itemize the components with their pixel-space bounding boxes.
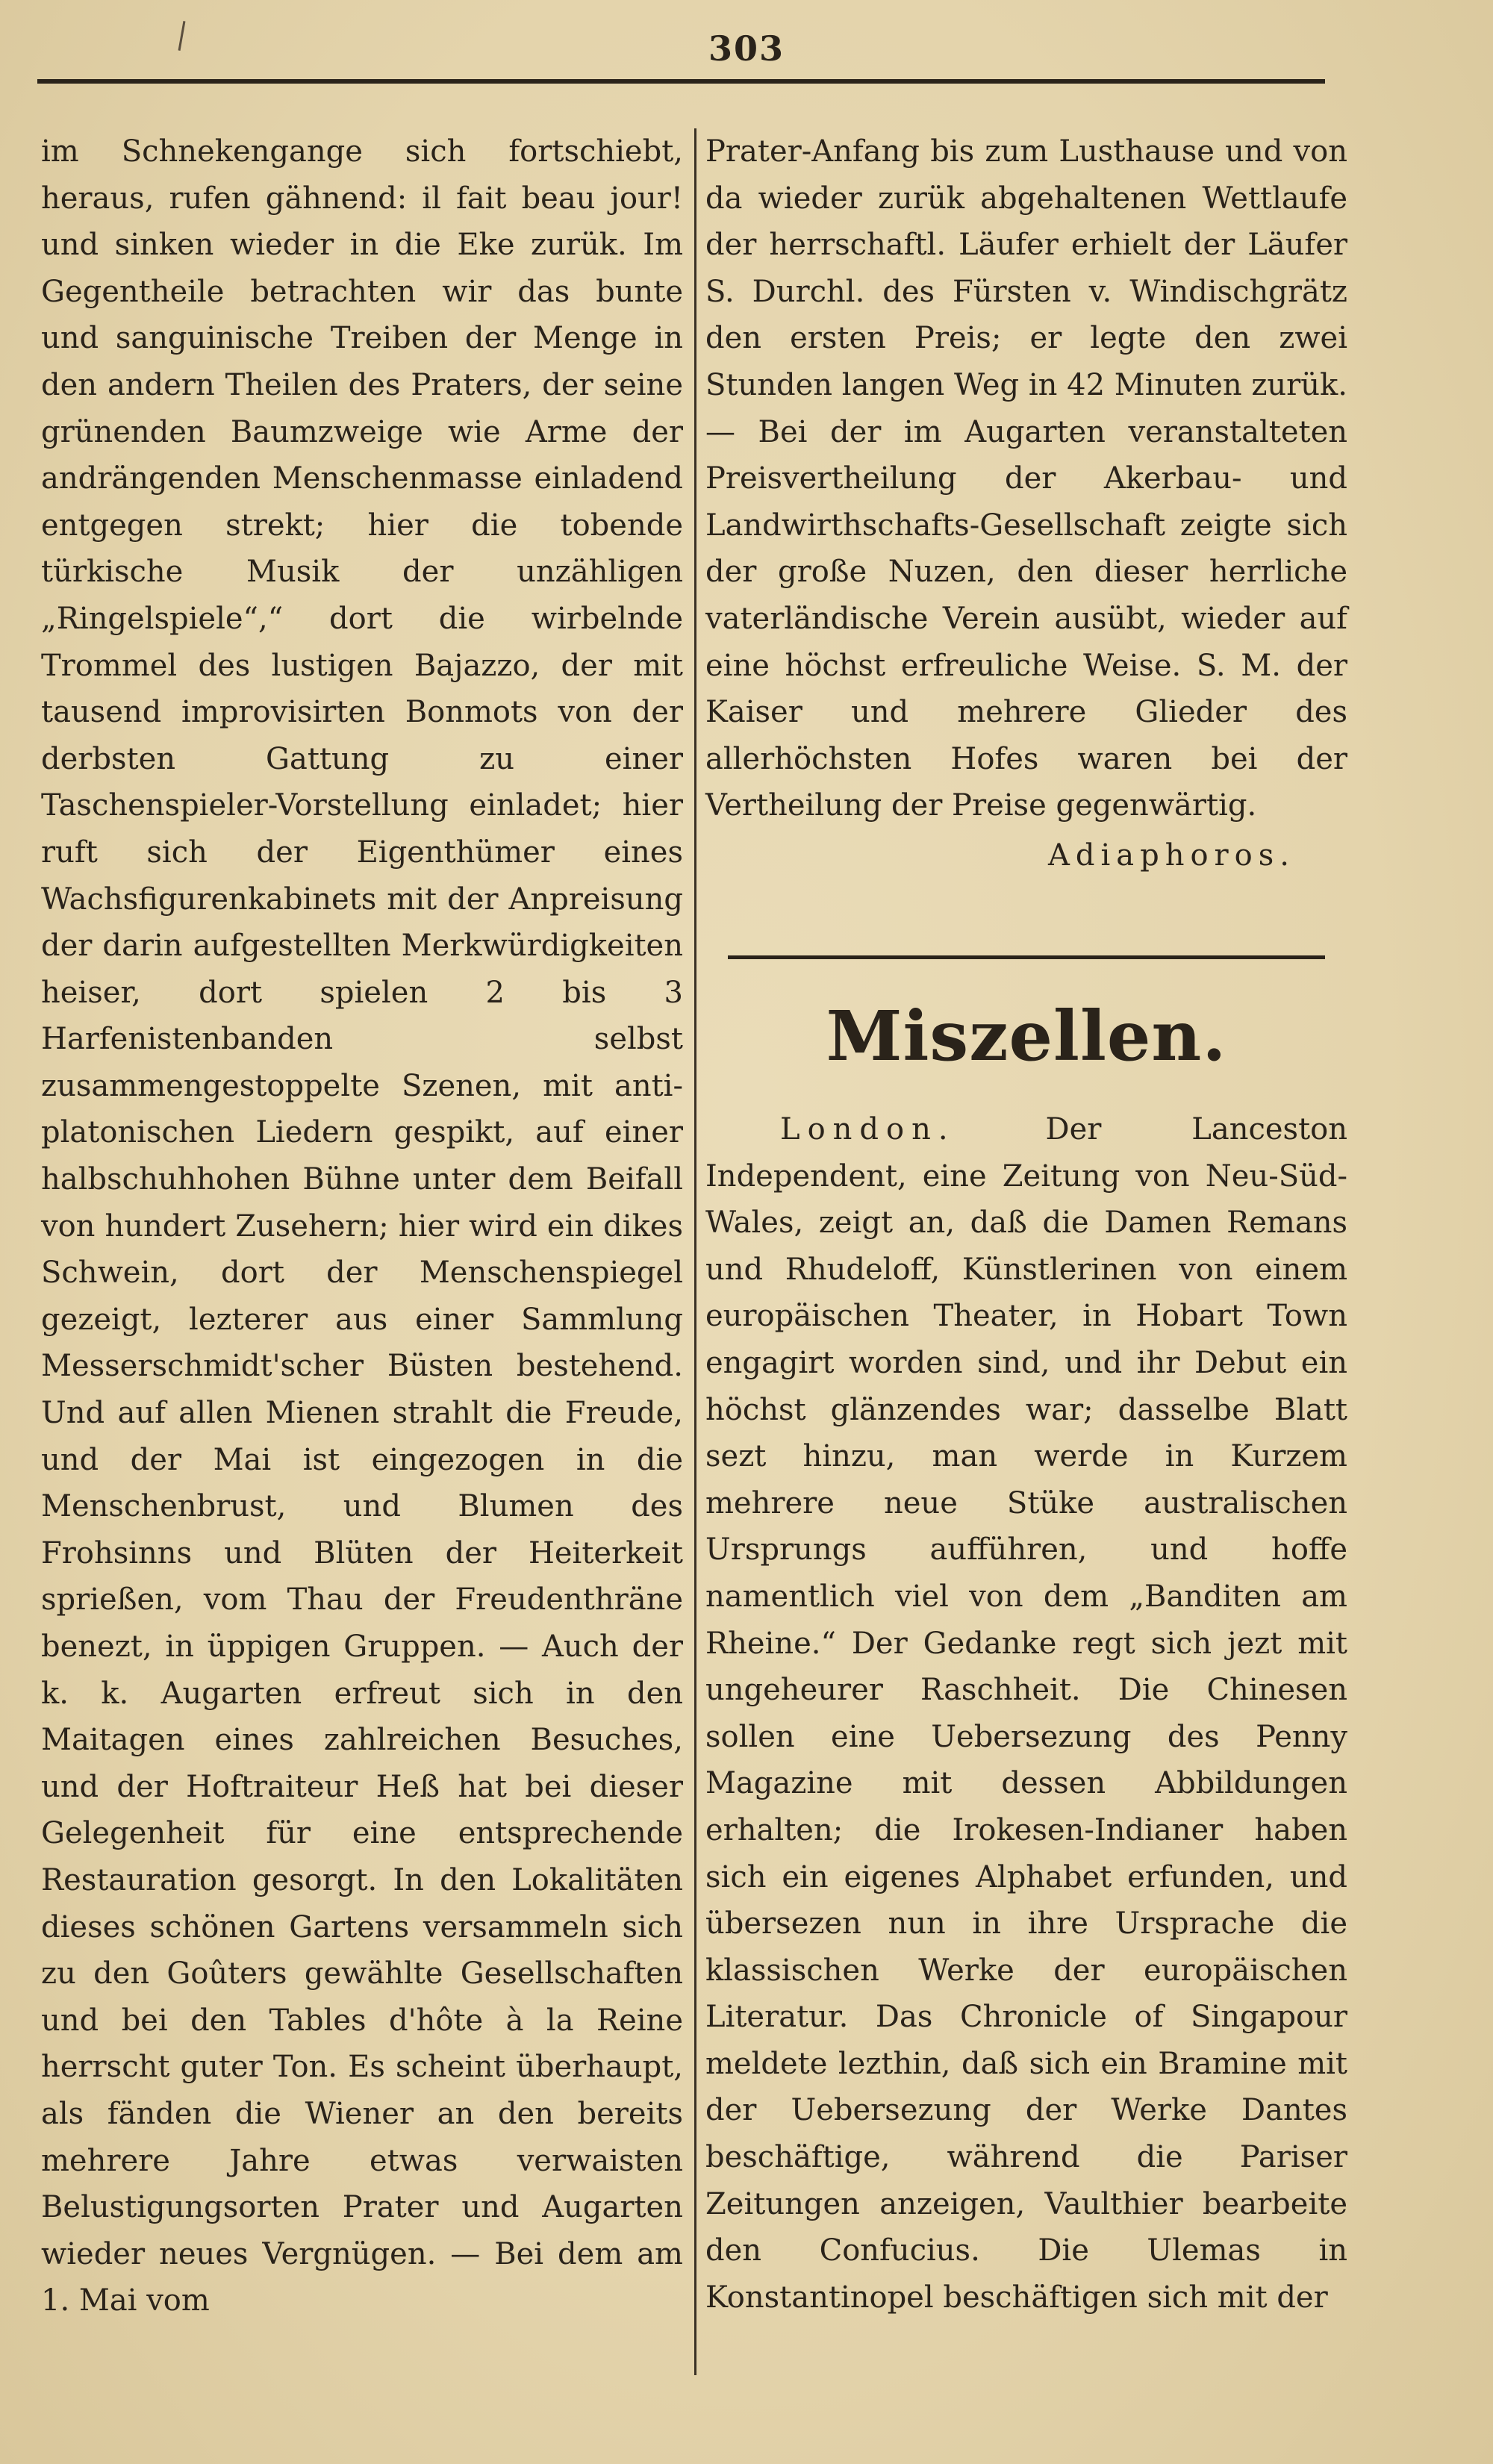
section-rule — [728, 955, 1325, 959]
column-divider — [694, 128, 696, 2375]
section-heading: Miszellen. — [826, 996, 1227, 1076]
miszellen-column — [705, 1106, 1347, 2420]
right-column-top — [705, 128, 1347, 953]
left-column — [41, 128, 683, 2398]
page-number: 303 — [708, 28, 785, 69]
author-signature: Adiaphoros. — [1047, 838, 1295, 873]
dateline-place: London. — [780, 1112, 956, 1147]
left-column-text: im Schnekengange sich fortschiebt, heraus, rufen gähnend: il fait beau jour! und sinken wieder in die Eke zurük. Im Gegentheile betrachten wir das bunte und sanguinische Treiben der Menge in den andern Theilen des Praters, der seine grünenden Baumzweige wie Arme der andrängenden Menschenmasse einladend entgegen strekt; hier die tobende türkische Musik der unzähligen „Ringelspiele“,“ dort die wirbelnde Trommel des lustigen Bajazzo, der mit tausend improvisirten Bonmots von der derbsten Gattung zu einer Taschenspieler-Vorstellung einladet; hier ruft sich der Eigenthümer eines Wachsfigurenkabinets mit der Anpreisung der darin aufgestellten Merkwürdigkeiten heiser, dort spielen 2 bis 3 Harfenistenbanden selbst zusammengestoppelte Szenen, mit anti-platonischen Liedern gespikt, auf einer halbschuhhohen Bühne unter dem Beifall von hundert Zusehern; hier wird ein dikes Schwein, dort der Menschenspiegel gezeigt, lezterer aus einer Sammlung Messerschmidt'scher Büsten bestehend. Und auf allen Mienen strahlt die Freude, und der Mai ist eingezogen in die Menschenbrust, und Blumen des Frohsinns und Blüten der Heiterkeit sprießen, vom Thau der Freudenthräne benezt, in üppigen Gruppen. — Auch der k. k. Augarten erfreut sich in den Maitagen eines zahlreichen Besuches, und der Hoftraiteur Heß hat bei dieser Gelegenheit für eine entsprechende Restauration gesorgt. In den Lokalitäten dieses schönen Gartens versammeln sich zu den Goûters gewählte Gesellschaften und bei den Tables d'hôte à la Reine herrscht guter Ton. Es scheint überhaupt, als fänden die Wiener an den bereits mehrere Jahre etwas verwaisten Belustigungsorten Prater und Augarten wieder neues Vergnügen. — Bei dem am 1. Mai vom — [41, 134, 683, 2318]
right-column-text: Prater-Anfang bis zum Lusthause und von da wieder zurük abgehaltenen Wettlaufe der herrschaftl. Läufer erhielt der Läufer S. Durchl. des Fürsten v. Windischgrätz den ersten Preis; er legte den zwei Stunden langen Weg in 42 Minuten zurük. — Bei der im Augarten veranstalteten Preisvertheilung der Akerbau- und Landwirthschafts-Gesellschaft zeigte sich der große Nuzen, den dieser herrliche vaterländische Verein ausübt, wieder auf eine höchst erfreuliche Weise. S. M. der Kaiser und mehrere Glieder des allerhöchsten Hofes waren bei der Vertheilung der Preise gegenwärtig. — [705, 134, 1347, 823]
miszellen-paragraph — [705, 1106, 1347, 2321]
header-rule — [37, 79, 1325, 84]
miszellen-text: Der Lanceston Independent, eine Zeitung von Neu-Süd-Wales, zeigt an, daß die Damen Remans und Rhudeloff, Künstlerinen von einem europäischen Theater, in Hobart Town engagirt worden sind, und ihr Debut ein höchst glänzendes war; dasselbe Blatt sezt hinzu, man werde in Kurzem mehrere neue Stüke australischen Ursprungs aufführen, und hoffe namentlich viel von dem „Banditen am Rheine.“ Der Gedanke regt sich jezt mit ungeheurer Raschheit. Die Chinesen sollen eine Uebersezung des Penny Magazine mit dessen Abbildungen erhalten; die Irokesen-Indianer haben sich ein eigenes Alphabet erfunden, und übersezen nun in ihre Ursprache die klassischen Werke der europäischen Literatur. Das Chronicle of Singapour meldete lezthin, daß sich ein Bramine mit der Uebersezung der Werke Dantes beschäftige, während die Pariser Zeitungen anzeigen, Vaulthier bearbeite den Confucius. Die Ulemas in Konstantinopel beschäftigen sich mit der — [705, 1112, 1347, 2315]
